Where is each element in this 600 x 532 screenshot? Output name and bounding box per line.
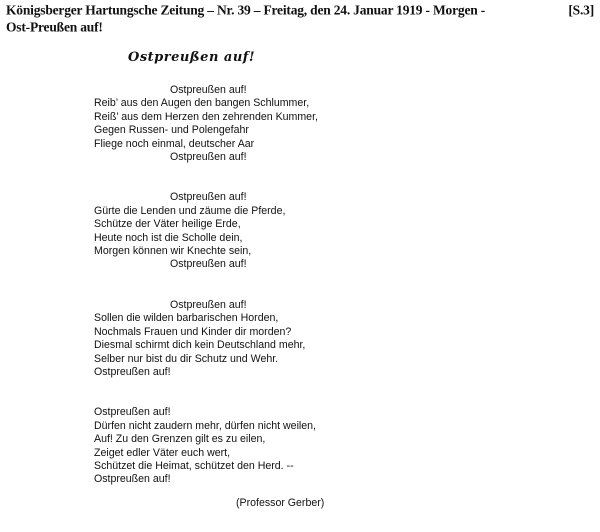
poem-line: Nochmals Frauen und Kinder dir morden? xyxy=(94,325,292,338)
poem-line: Morgen können wir Knechte sein, xyxy=(94,245,252,258)
poem-line: Ostpreußen auf! xyxy=(94,406,171,419)
stanza-3 xyxy=(94,299,318,379)
poem-line: Gegen Russen- und Polengefahr xyxy=(94,124,249,137)
poem-line: Schütze der Väter heilige Erde, xyxy=(94,218,241,231)
poem-line: Ostpreußen auf! xyxy=(170,191,247,204)
poem-line: Ostpreußen auf! xyxy=(170,258,247,271)
poem-line: Gürte die Lenden und zäume die Pferde, xyxy=(94,204,286,217)
poem-line: Sollen die wilden barbarischen Horden, xyxy=(94,312,279,325)
poem-line: Fliege noch einmal, deutscher Aar xyxy=(94,137,255,150)
poem-line: Zeiget edler Väter euch wert, xyxy=(94,446,231,459)
page-reference: [S.3] xyxy=(568,2,594,18)
poem-line: Dürfen nicht zaudern mehr, dürfen nicht weilen, xyxy=(94,419,317,432)
poem-title: Ostpreußen auf! xyxy=(128,50,256,65)
poem-line: Ostpreußen auf! xyxy=(170,151,247,164)
poem-line: Schützet die Heimat, schützet den Herd. -- xyxy=(94,459,294,472)
stanza-2 xyxy=(94,191,318,271)
poem-author: (Professor Gerber) xyxy=(236,497,325,509)
poem-line: Ostpreußen auf! xyxy=(94,365,171,378)
poem-line: Reiß’ aus dem Herzen den zehrenden Kummer, xyxy=(94,110,318,123)
poem-line: Ostpreußen auf! xyxy=(94,473,171,486)
poem-line: Ostpreußen auf! xyxy=(170,298,247,311)
stanza-1 xyxy=(94,84,318,164)
poem-body xyxy=(94,84,318,514)
header-article-title: Ost-Preußen auf! xyxy=(6,18,103,35)
poem-line: Auf! Zu den Grenzen gilt es zu eilen, xyxy=(94,433,266,446)
poem-line: Ostpreußen auf! xyxy=(170,84,247,96)
newspaper-header xyxy=(6,2,594,36)
stanza-4 xyxy=(94,406,318,486)
poem-line: Selber nur bist du dir Schutz und Wehr. xyxy=(94,352,279,365)
poem-line: Diesmal schirmt dich kein Deutschland mehr, xyxy=(94,339,306,352)
poem-line: Heute noch ist die Scholle dein, xyxy=(94,231,243,244)
poem-line: Reib’ aus den Augen den bangen Schlummer, xyxy=(94,97,310,110)
header-source-line: Königsberger Hartungsche Zeitung – Nr. 39 – Freitag, den 24. Januar 1919 - Morgen - xyxy=(6,2,486,18)
